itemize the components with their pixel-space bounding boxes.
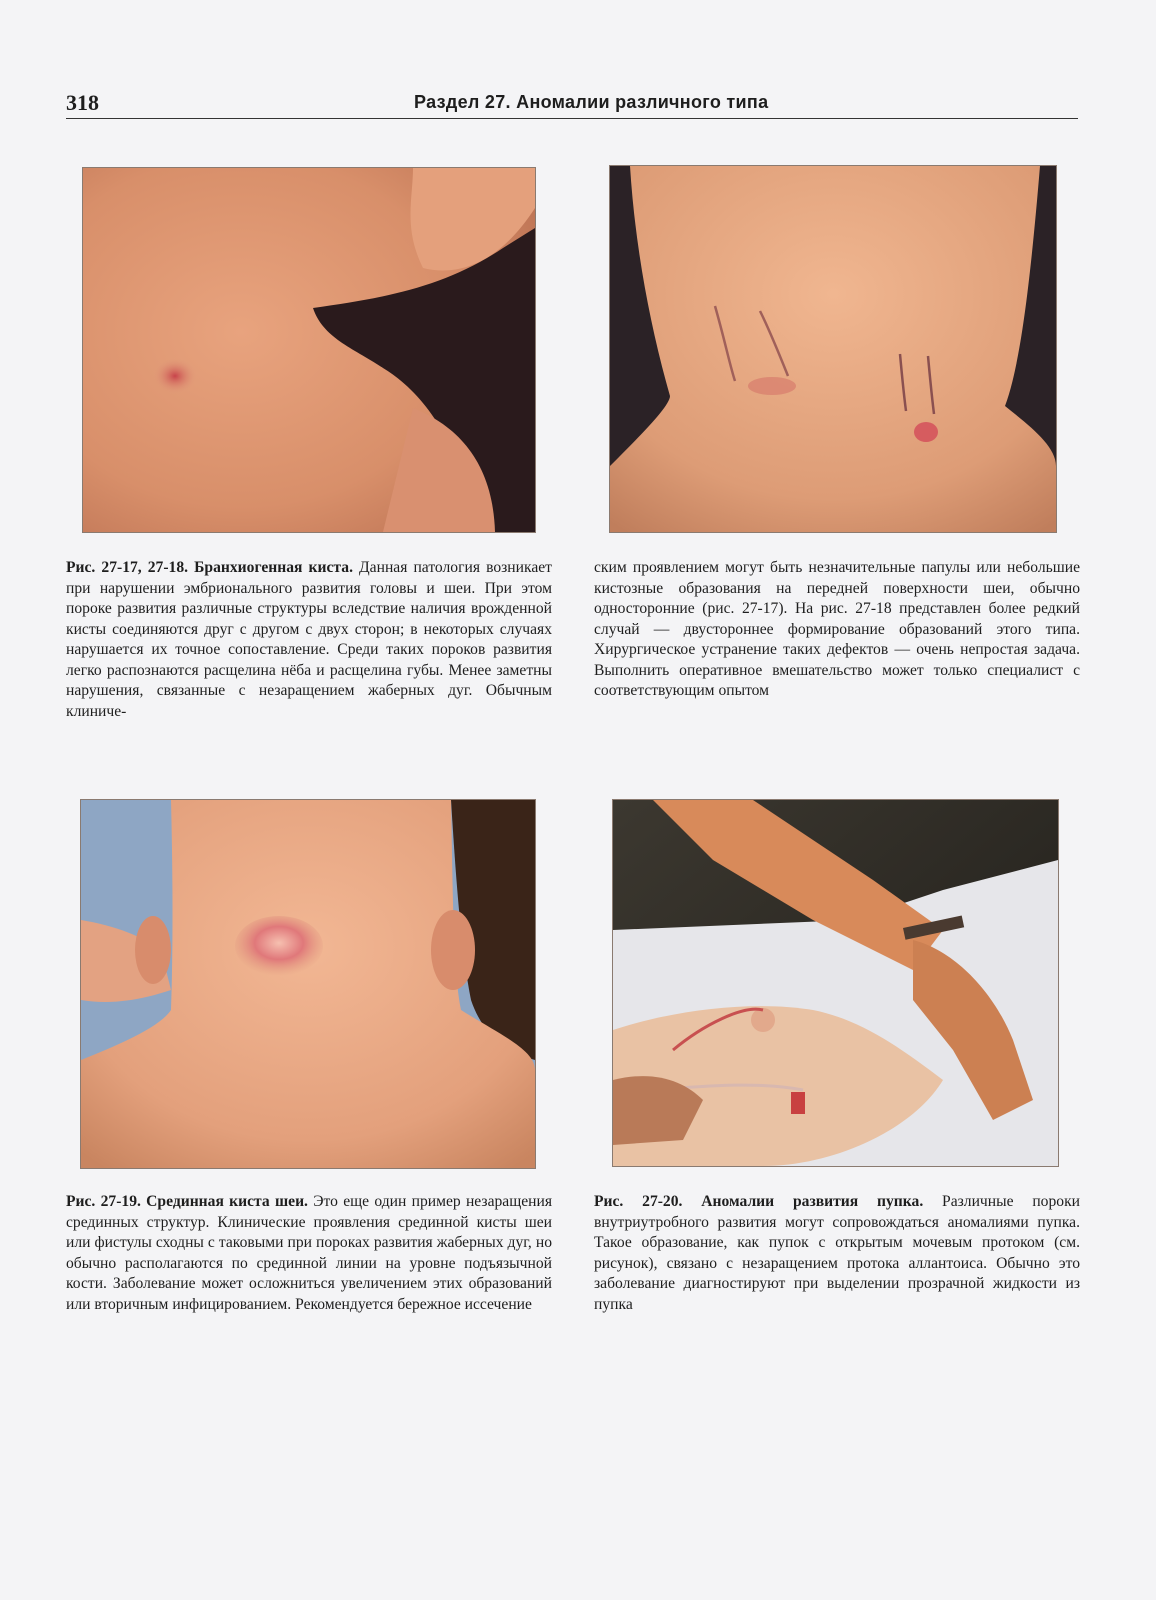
caption-fig-27-19: [66, 1192, 552, 1315]
caption-fig-27-17-18: [66, 558, 552, 722]
caption-body: Данная патология возникает при нарушении эмбрионального развития головы и шеи. При этом пороке развития различные структуры вследствие наличия врожденной кисты соединяются друг с другом с двух сторон; в некоторых случаях нарушается их точное сопоставление. Среди таких пороков развития легко распознаются расщелина нёба и расщелина губы. Менее заметны нарушения, связанные с незаращением жаберных дуг. Обычным клиниче-: [66, 559, 552, 720]
caption-lead: Рис. 27-20. Аномалии развития пупка.: [594, 1193, 924, 1210]
section-title: Раздел 27. Аномалии различного типа: [414, 92, 769, 112]
caption-body: ским проявлением могут быть незначительные папулы или небольшие кистозные образования на передней поверхности шеи, обычно односторонние (рис. 27-17). На рис. 27-18 представлен более редкий случай — двустороннее формирование образований этого типа. Хирургическое устранение таких дефектов — очень непростая задача. Выполнить оперативное вмешательство может только специалист с соответствующим опытом: [594, 559, 1080, 699]
photo-fig-27-19: [80, 799, 536, 1169]
caption-body: Это еще один пример незаращения срединных структур. Клинические проявления срединной кисты шеи или фистулы сходны с таковыми при пороках развития жаберных дуг, но обычно располагаются по срединной линии на уровне подъязычной кости. Заболевание может осложниться увеличением этих образований или вторичным инфицированием. Рекомендуется бережное иссечение: [66, 1193, 553, 1313]
caption-lead: Рис. 27-17, 27-18. Бранхиогенная киста.: [66, 559, 353, 576]
photo-fig-27-20: [612, 799, 1059, 1167]
page-number: 318: [66, 90, 99, 115]
photo-fig-27-18: [609, 165, 1057, 533]
caption-lead: Рис. 27-19. Срединная киста шеи.: [66, 1193, 308, 1210]
caption-continuation: [594, 558, 1080, 702]
caption-body: Различные пороки внутриутробного развития могут сопровождаться аномалиями пупка. Такое образование, как пупок с открытым мочевым протоком (см. рисунок), связано с незаращением протока аллантоиса. Обычно это заболевание диагностируют при выделении прозрачной жидкости из пупка: [594, 1193, 1080, 1313]
photo-fig-27-17: [82, 167, 536, 533]
page-header: [66, 88, 1078, 119]
caption-fig-27-20: [594, 1192, 1080, 1315]
